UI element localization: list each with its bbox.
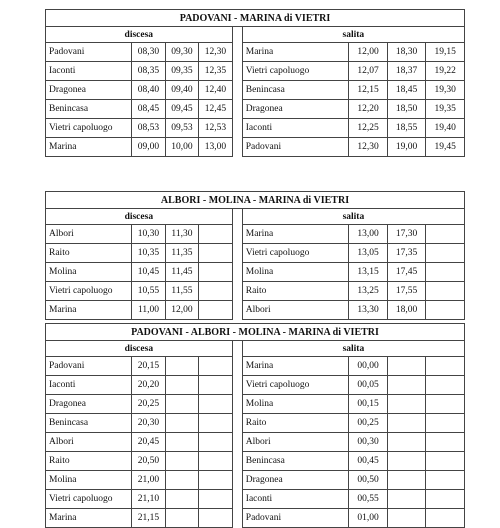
discesa-time: 13,00 xyxy=(199,138,232,157)
table-row xyxy=(46,119,465,138)
discesa-time xyxy=(199,301,232,320)
discesa-time xyxy=(165,471,198,490)
discesa-time xyxy=(199,225,232,244)
table-row xyxy=(46,471,465,490)
discesa-time xyxy=(165,433,198,452)
salita-time: 12,00 xyxy=(349,43,388,62)
salita-time: 17,35 xyxy=(387,244,426,263)
salita-time: 18,00 xyxy=(387,301,426,320)
column-gap xyxy=(232,452,242,471)
column-gap xyxy=(232,27,242,43)
salita-time: 18,45 xyxy=(387,81,426,100)
discesa-time: 21,15 xyxy=(132,509,165,528)
table-row xyxy=(46,490,465,509)
salita-header: salita xyxy=(242,341,464,357)
discesa-time: 10,55 xyxy=(132,282,165,301)
discesa-time: 21,10 xyxy=(132,490,165,509)
salita-time: 19,45 xyxy=(426,138,465,157)
discesa-header: discesa xyxy=(46,209,233,225)
discesa-time: 11,35 xyxy=(165,244,198,263)
salita-time: 00,55 xyxy=(349,490,388,509)
column-gap xyxy=(232,341,242,357)
column-gap xyxy=(232,62,242,81)
discesa-time xyxy=(165,376,198,395)
salita-stop: Dragonea xyxy=(242,100,349,119)
salita-stop: Marina xyxy=(242,357,349,376)
salita-time: 17,45 xyxy=(387,263,426,282)
salita-time xyxy=(426,357,465,376)
table-row xyxy=(46,100,465,119)
salita-time: 19,40 xyxy=(426,119,465,138)
salita-time: 13,30 xyxy=(349,301,388,320)
salita-time: 18,50 xyxy=(387,100,426,119)
column-gap xyxy=(232,81,242,100)
timetable-padovani-marina xyxy=(45,9,465,157)
discesa-stop: Marina xyxy=(46,301,132,320)
salita-time xyxy=(426,225,465,244)
discesa-time: 12,35 xyxy=(199,62,232,81)
discesa-time: 10,00 xyxy=(165,138,198,157)
column-gap xyxy=(232,282,242,301)
discesa-time: 10,35 xyxy=(132,244,165,263)
discesa-time: 20,15 xyxy=(132,357,165,376)
discesa-time: 20,30 xyxy=(132,414,165,433)
discesa-stop: Raito xyxy=(46,452,132,471)
discesa-time xyxy=(199,490,232,509)
salita-header: salita xyxy=(242,209,464,225)
discesa-time xyxy=(199,471,232,490)
discesa-time xyxy=(199,357,232,376)
discesa-stop: Marina xyxy=(46,138,132,157)
salita-time: 19,00 xyxy=(387,138,426,157)
salita-time xyxy=(387,357,426,376)
discesa-time xyxy=(199,376,232,395)
discesa-time: 12,30 xyxy=(199,43,232,62)
salita-time xyxy=(426,263,465,282)
salita-stop: Vietri capoluogo xyxy=(242,376,349,395)
salita-time xyxy=(426,433,465,452)
table-row xyxy=(46,244,465,263)
table-row xyxy=(46,301,465,320)
discesa-time xyxy=(199,395,232,414)
salita-header: salita xyxy=(242,27,464,43)
salita-time: 12,25 xyxy=(349,119,388,138)
salita-time: 19,30 xyxy=(426,81,465,100)
discesa-time: 20,50 xyxy=(132,452,165,471)
table-row xyxy=(46,81,465,100)
discesa-stop: Benincasa xyxy=(46,100,132,119)
discesa-header: discesa xyxy=(46,341,233,357)
discesa-time: 11,00 xyxy=(132,301,165,320)
discesa-stop: Benincasa xyxy=(46,414,132,433)
table-row xyxy=(46,225,465,244)
salita-time xyxy=(426,282,465,301)
discesa-time: 10,30 xyxy=(132,225,165,244)
salita-time: 01,00 xyxy=(349,509,388,528)
salita-time xyxy=(426,471,465,490)
discesa-time xyxy=(165,357,198,376)
salita-time: 12,30 xyxy=(349,138,388,157)
discesa-stop: Marina xyxy=(46,509,132,528)
discesa-time: 08,45 xyxy=(132,100,165,119)
salita-stop: Padovani xyxy=(242,509,349,528)
salita-time: 12,15 xyxy=(349,81,388,100)
discesa-time: 20,25 xyxy=(132,395,165,414)
discesa-time: 11,45 xyxy=(165,263,198,282)
salita-time: 19,22 xyxy=(426,62,465,81)
column-gap xyxy=(232,357,242,376)
salita-time xyxy=(426,490,465,509)
salita-time xyxy=(387,452,426,471)
discesa-stop: Padovani xyxy=(46,43,132,62)
discesa-time xyxy=(199,414,232,433)
table-row xyxy=(46,357,465,376)
discesa-stop: Dragonea xyxy=(46,395,132,414)
salita-stop: Raito xyxy=(242,282,349,301)
discesa-time xyxy=(199,509,232,528)
table-row xyxy=(46,263,465,282)
salita-time: 19,15 xyxy=(426,43,465,62)
column-gap xyxy=(232,509,242,528)
salita-time: 00,30 xyxy=(349,433,388,452)
salita-stop: Iaconti xyxy=(242,490,349,509)
column-gap xyxy=(232,414,242,433)
discesa-stop: Molina xyxy=(46,263,132,282)
column-gap xyxy=(232,433,242,452)
discesa-time: 08,53 xyxy=(132,119,165,138)
discesa-time xyxy=(165,452,198,471)
salita-stop: Marina xyxy=(242,225,349,244)
discesa-time: 09,40 xyxy=(165,81,198,100)
salita-time: 18,55 xyxy=(387,119,426,138)
discesa-time: 09,30 xyxy=(165,43,198,62)
salita-time xyxy=(387,490,426,509)
table-row xyxy=(46,282,465,301)
timetable-title: PADOVANI - MARINA di VIETRI xyxy=(46,10,465,27)
column-gap xyxy=(232,301,242,320)
discesa-stop: Raito xyxy=(46,244,132,263)
discesa-time: 11,55 xyxy=(165,282,198,301)
table-row xyxy=(46,414,465,433)
discesa-time: 21,00 xyxy=(132,471,165,490)
salita-time: 00,45 xyxy=(349,452,388,471)
table-row xyxy=(46,138,465,157)
salita-stop: Molina xyxy=(242,263,349,282)
salita-stop: Marina xyxy=(242,43,349,62)
salita-time: 13,00 xyxy=(349,225,388,244)
salita-time xyxy=(426,376,465,395)
salita-stop: Vietri capoluogo xyxy=(242,244,349,263)
column-gap xyxy=(232,490,242,509)
salita-time xyxy=(426,244,465,263)
column-gap xyxy=(232,138,242,157)
salita-stop: Dragonea xyxy=(242,471,349,490)
discesa-time xyxy=(165,509,198,528)
salita-time xyxy=(387,471,426,490)
discesa-stop: Vietri capoluogo xyxy=(46,490,132,509)
salita-time: 00,50 xyxy=(349,471,388,490)
salita-time: 00,25 xyxy=(349,414,388,433)
column-gap xyxy=(232,244,242,263)
table-row xyxy=(46,376,465,395)
salita-time xyxy=(426,301,465,320)
salita-stop: Albori xyxy=(242,301,349,320)
discesa-time: 10,45 xyxy=(132,263,165,282)
column-gap xyxy=(232,100,242,119)
column-gap xyxy=(232,471,242,490)
salita-stop: Iaconti xyxy=(242,119,349,138)
column-gap xyxy=(232,395,242,414)
discesa-time: 12,53 xyxy=(199,119,232,138)
salita-time xyxy=(426,509,465,528)
salita-time: 00,15 xyxy=(349,395,388,414)
salita-time: 17,30 xyxy=(387,225,426,244)
discesa-time xyxy=(199,282,232,301)
timetable-padovani-albori-molina-marina xyxy=(45,323,465,528)
discesa-time: 09,45 xyxy=(165,100,198,119)
column-gap xyxy=(232,225,242,244)
salita-time: 12,07 xyxy=(349,62,388,81)
discesa-time: 12,00 xyxy=(165,301,198,320)
discesa-time: 08,40 xyxy=(132,81,165,100)
salita-stop: Padovani xyxy=(242,138,349,157)
column-gap xyxy=(232,376,242,395)
table-row xyxy=(46,509,465,528)
discesa-time: 09,35 xyxy=(165,62,198,81)
table-row xyxy=(46,395,465,414)
discesa-time: 11,30 xyxy=(165,225,198,244)
salita-time: 17,55 xyxy=(387,282,426,301)
salita-stop: Albori xyxy=(242,433,349,452)
discesa-stop: Dragonea xyxy=(46,81,132,100)
salita-time: 13,15 xyxy=(349,263,388,282)
discesa-time: 08,35 xyxy=(132,62,165,81)
discesa-stop: Padovani xyxy=(46,357,132,376)
salita-stop: Raito xyxy=(242,414,349,433)
discesa-time xyxy=(199,263,232,282)
salita-stop: Vietri capoluogo xyxy=(242,62,349,81)
salita-stop: Molina xyxy=(242,395,349,414)
column-gap xyxy=(232,263,242,282)
discesa-time xyxy=(165,490,198,509)
discesa-stop: Vietri capoluogo xyxy=(46,282,132,301)
timetable-albori-molina-marina xyxy=(45,191,465,320)
discesa-stop: Albori xyxy=(46,225,132,244)
discesa-stop: Vietri capoluogo xyxy=(46,119,132,138)
discesa-time xyxy=(165,414,198,433)
salita-time: 12,20 xyxy=(349,100,388,119)
discesa-time xyxy=(165,395,198,414)
salita-time xyxy=(387,433,426,452)
timetable-title: ALBORI - MOLINA - MARINA di VIETRI xyxy=(46,192,465,209)
table-row xyxy=(46,452,465,471)
salita-time: 13,05 xyxy=(349,244,388,263)
discesa-time: 20,20 xyxy=(132,376,165,395)
discesa-time: 12,40 xyxy=(199,81,232,100)
table-row xyxy=(46,62,465,81)
salita-time: 18,30 xyxy=(387,43,426,62)
salita-time xyxy=(426,414,465,433)
salita-time xyxy=(387,509,426,528)
salita-time: 13,25 xyxy=(349,282,388,301)
salita-stop: Benincasa xyxy=(242,81,349,100)
discesa-stop: Iaconti xyxy=(46,62,132,81)
discesa-stop: Iaconti xyxy=(46,376,132,395)
discesa-time: 09,00 xyxy=(132,138,165,157)
table-row xyxy=(46,43,465,62)
salita-time xyxy=(387,414,426,433)
salita-time xyxy=(387,376,426,395)
salita-stop: Benincasa xyxy=(242,452,349,471)
discesa-time: 20,45 xyxy=(132,433,165,452)
discesa-time: 12,45 xyxy=(199,100,232,119)
discesa-time: 08,30 xyxy=(132,43,165,62)
salita-time xyxy=(426,452,465,471)
discesa-time xyxy=(199,433,232,452)
discesa-time xyxy=(199,244,232,263)
discesa-header: discesa xyxy=(46,27,233,43)
timetable-title: PADOVANI - ALBORI - MOLINA - MARINA di VIETRI xyxy=(46,324,465,341)
discesa-time xyxy=(199,452,232,471)
salita-time: 00,05 xyxy=(349,376,388,395)
column-gap xyxy=(232,209,242,225)
salita-time: 19,35 xyxy=(426,100,465,119)
discesa-time: 09,53 xyxy=(165,119,198,138)
column-gap xyxy=(232,43,242,62)
table-row xyxy=(46,433,465,452)
salita-time xyxy=(426,395,465,414)
salita-time: 18,37 xyxy=(387,62,426,81)
salita-time xyxy=(387,395,426,414)
column-gap xyxy=(232,119,242,138)
salita-time: 00,00 xyxy=(349,357,388,376)
discesa-stop: Albori xyxy=(46,433,132,452)
discesa-stop: Molina xyxy=(46,471,132,490)
